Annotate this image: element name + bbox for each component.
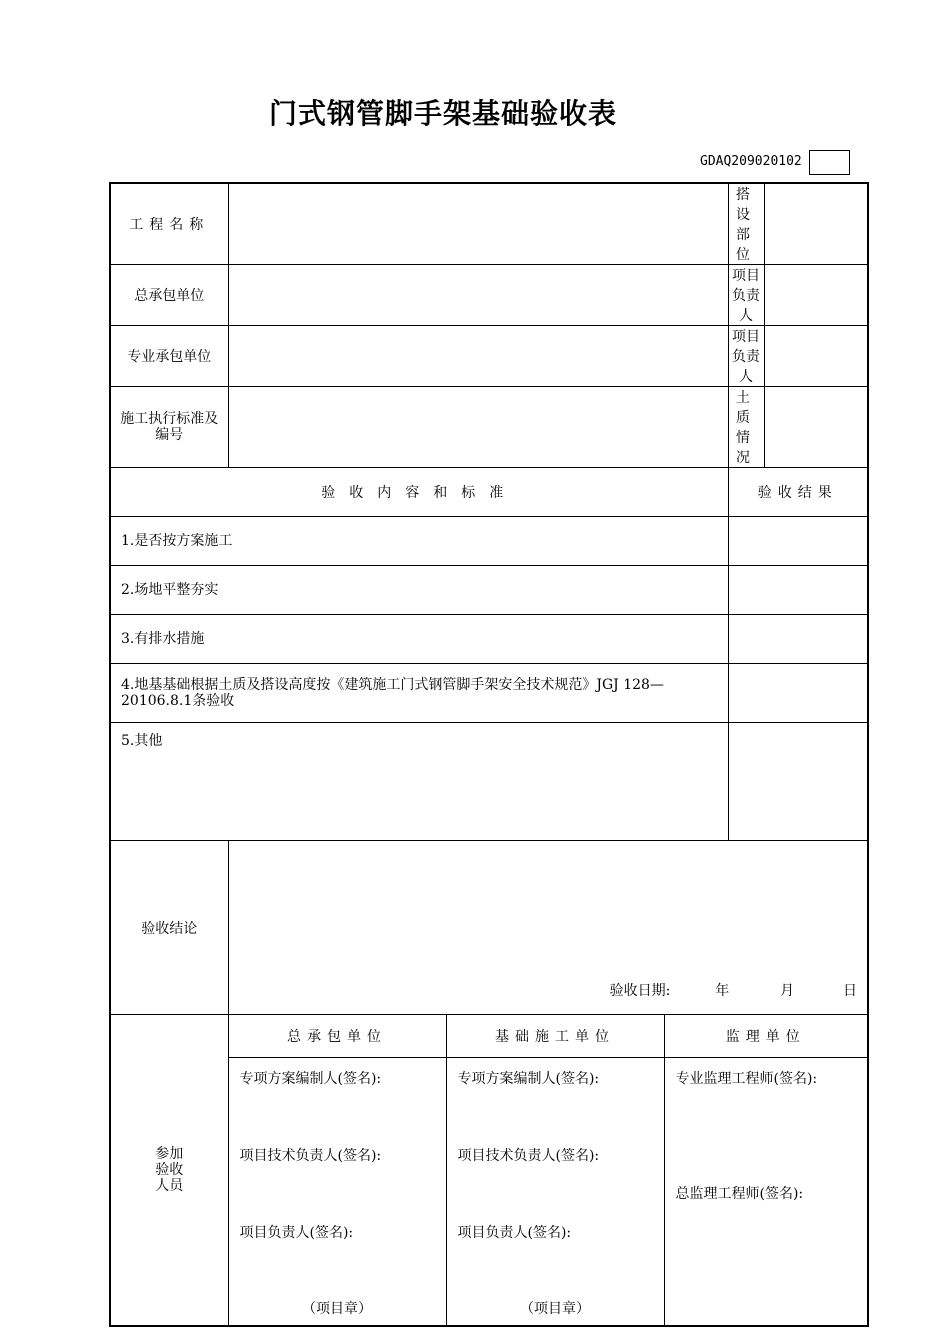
criteria-item-5: 5.其他 — [110, 723, 728, 841]
criteria-row-5 — [110, 723, 868, 841]
label-soil-condition: 土质情况 — [728, 387, 764, 468]
criteria-row-4 — [110, 664, 868, 723]
col-foundation-contractor: 基础施工单位 — [446, 1015, 664, 1058]
value-project-name[interactable] — [228, 183, 728, 265]
signature-foundation-contractor[interactable] — [446, 1058, 664, 1326]
signature-supervision[interactable] — [664, 1058, 868, 1326]
date-day: 日 — [843, 983, 858, 999]
acceptance-form-table — [109, 182, 869, 1327]
criteria-item-2: 2.场地平整夯实 — [110, 566, 728, 615]
info-row-general-contractor — [110, 265, 868, 326]
page-title: 门式钢管脚手架基础验收表 — [268, 97, 617, 130]
criteria-header-row — [110, 468, 868, 517]
label-project-manager-2: 项目负责人 — [728, 326, 764, 387]
gc-plan-author: 专项方案编制人(签名): — [239, 1071, 382, 1087]
result-item-2[interactable] — [728, 566, 868, 615]
info-row-standard — [110, 387, 868, 468]
signature-general-contractor[interactable] — [228, 1058, 446, 1326]
info-row-project-name — [110, 183, 868, 265]
gc-tech-lead: 项目技术负责人(签名): — [239, 1148, 382, 1164]
form-code: GDAQ209020102 — [700, 154, 802, 169]
value-erection-location[interactable] — [764, 183, 868, 265]
fc-project-lead: 项目负责人(签名): — [457, 1225, 572, 1241]
sup-engineer: 专业监理工程师(签名): — [675, 1071, 818, 1087]
participants-label — [110, 1015, 228, 1326]
criteria-row-3 — [110, 615, 868, 664]
value-project-manager-2[interactable] — [764, 326, 868, 387]
result-item-1[interactable] — [728, 517, 868, 566]
gc-project-lead: 项目负责人(签名): — [239, 1225, 354, 1241]
fc-tech-lead: 项目技术负责人(签名): — [457, 1148, 600, 1164]
fc-plan-author: 专项方案编制人(签名): — [457, 1071, 600, 1087]
criteria-item-4: 4.地基基础根据土质及搭设高度按《建筑施工门式钢管脚手架安全技术规范》JGJ 128—20106.8.1条验收 — [110, 664, 728, 723]
label-erection-location: 搭设部位 — [728, 183, 764, 265]
participants-header-row — [110, 1015, 868, 1058]
value-general-contractor[interactable] — [228, 265, 728, 326]
form-code-suffix-box[interactable] — [809, 150, 850, 175]
date-label: 验收日期: — [609, 983, 671, 999]
fc-seal: （项目章） — [520, 1301, 590, 1317]
acceptance-date — [610, 980, 857, 1000]
value-soil-condition[interactable] — [764, 387, 868, 468]
conclusion-row — [110, 841, 868, 1015]
label-specialty-contractor: 专业承包单位 — [110, 326, 228, 387]
result-header: 验收结果 — [728, 468, 868, 517]
criteria-item-3: 3.有排水措施 — [110, 615, 728, 664]
criteria-header: 验收内容和标准 — [110, 468, 728, 517]
value-project-manager-1[interactable] — [764, 265, 868, 326]
value-specialty-contractor[interactable] — [228, 326, 728, 387]
result-item-5[interactable] — [728, 723, 868, 841]
criteria-row-2 — [110, 566, 868, 615]
participants-label-text: 参加验收人员 — [155, 1145, 184, 1194]
result-item-3[interactable] — [728, 615, 868, 664]
label-project-manager-1: 项目负责人 — [728, 265, 764, 326]
col-supervision: 监理单位 — [664, 1015, 868, 1058]
conclusion-label: 验收结论 — [110, 841, 228, 1015]
label-general-contractor: 总承包单位 — [110, 265, 228, 326]
info-row-specialty-contractor — [110, 326, 868, 387]
date-month: 月 — [780, 983, 795, 999]
criteria-item-1: 1.是否按方案施工 — [110, 517, 728, 566]
gc-seal: （项目章） — [302, 1301, 372, 1317]
label-construction-standard: 施工执行标准及编号 — [110, 387, 228, 468]
conclusion-area[interactable] — [228, 841, 868, 1015]
value-construction-standard[interactable] — [228, 387, 728, 468]
sup-chief-engineer: 总监理工程师(签名): — [675, 1186, 804, 1202]
criteria-row-1 — [110, 517, 868, 566]
result-item-4[interactable] — [728, 664, 868, 723]
col-general-contractor: 总承包单位 — [228, 1015, 446, 1058]
label-project-name: 工程名称 — [110, 183, 228, 265]
date-year: 年 — [715, 983, 730, 999]
